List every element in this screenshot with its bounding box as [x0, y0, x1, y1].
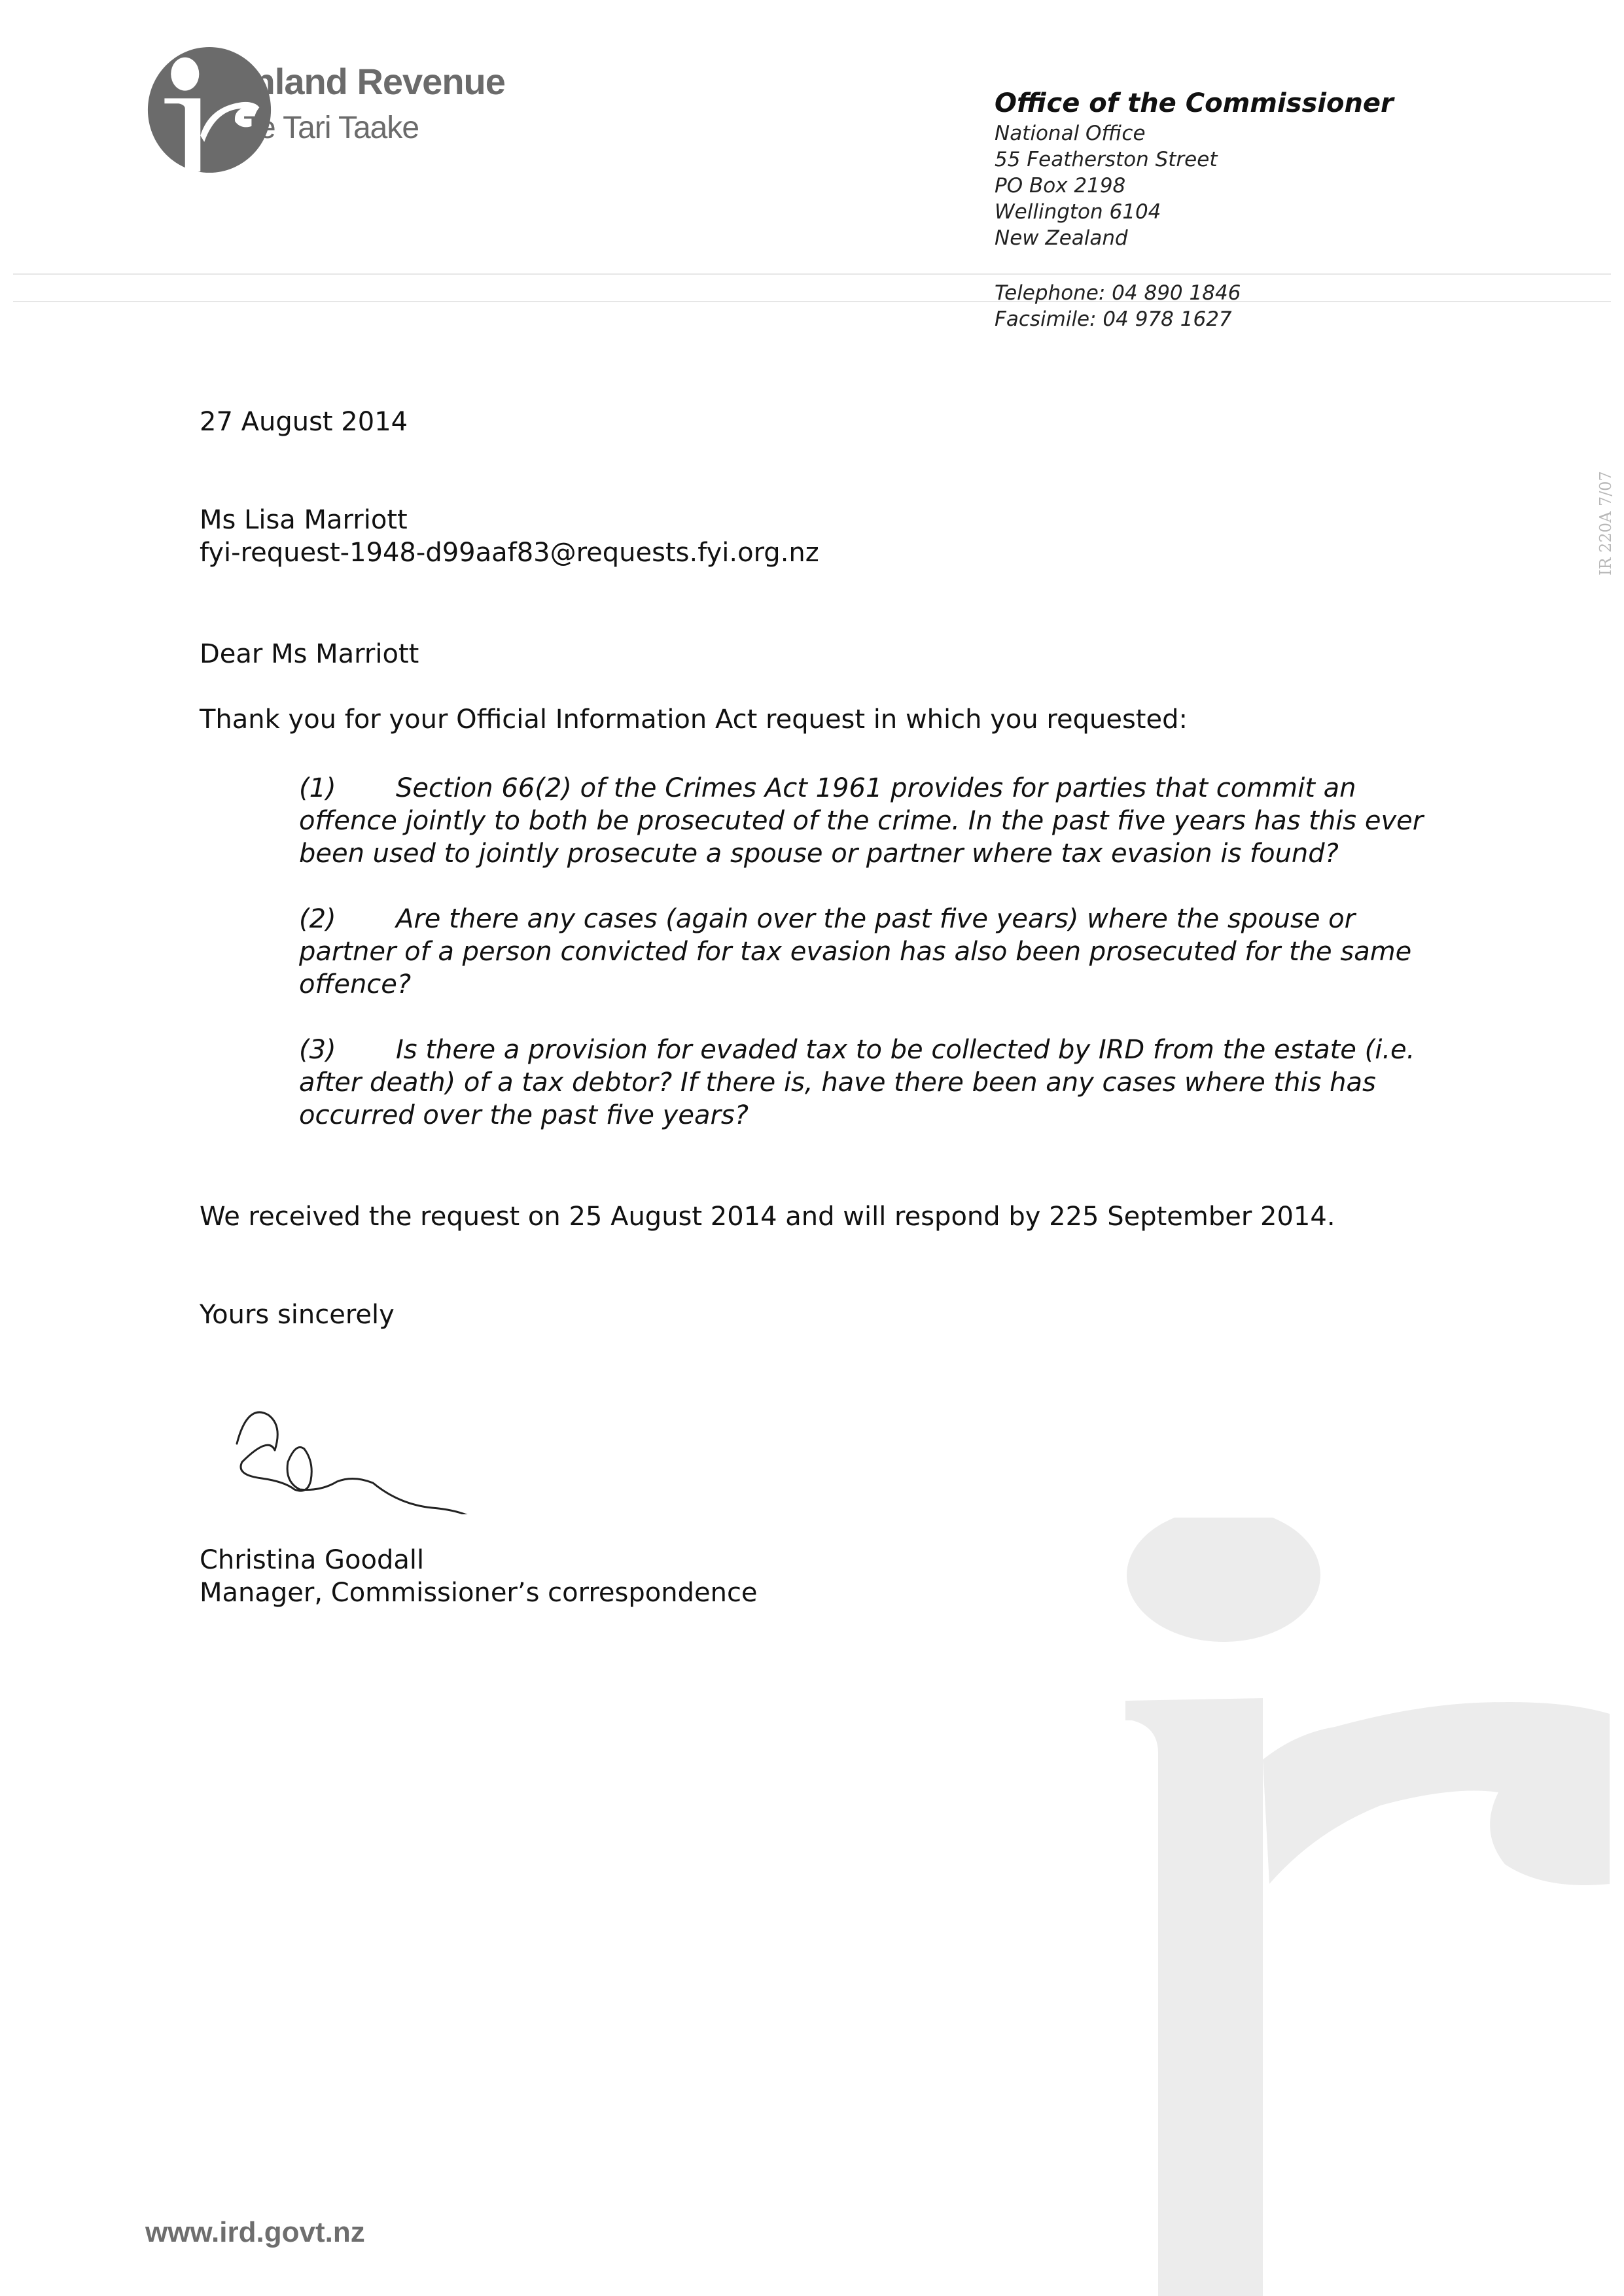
- form-code: IR 220A 7/07: [1597, 471, 1615, 576]
- website-url[interactable]: www.ird.govt.nz: [145, 2216, 365, 2248]
- office-address-line: PO Box 2198: [995, 174, 1126, 198]
- signer-title: Manager, Commissioner’s correspondence: [200, 1578, 758, 1608]
- recipient-name: Ms Lisa Marriott: [200, 505, 408, 535]
- office-address-line: New Zealand: [995, 226, 1128, 250]
- telephone: Telephone: 04 890 1846: [995, 281, 1241, 305]
- contact-block: [995, 280, 1241, 332]
- office-title: Office of the Commissioner: [995, 88, 1394, 118]
- request-text: Are there any cases (again over the past five years) where the spouse or partner of a person convicted for tax evasion has also been prosecuted for the same offence?: [299, 904, 1412, 1000]
- header-divider: [13, 301, 1611, 302]
- signer-name: Christina Goodall: [200, 1545, 425, 1575]
- header-divider: [13, 273, 1611, 275]
- letter-date: 27 August 2014: [200, 407, 408, 437]
- request-item: [299, 903, 1457, 1001]
- request-number: (3): [299, 1035, 336, 1065]
- facsimile: Facsimile: 04 978 1627: [995, 307, 1232, 331]
- recipient-email: fyi-request-1948-d99aaf83@requests.fyi.org.nz: [200, 538, 819, 568]
- recipient-block: [200, 504, 819, 569]
- request-number: (2): [299, 904, 336, 934]
- intro-paragraph: Thank you for your Official Information Act request in which you requested:: [200, 704, 1188, 735]
- signoff: Yours sincerely: [200, 1300, 395, 1330]
- brand-name: Inland Revenue: [243, 61, 505, 102]
- request-text: Is there a provision for evaded tax to be collected by IRD from the estate (i.e. after death) of a tax debtor? If there is, have there been any cases where this has occurred over the past five years?: [299, 1035, 1415, 1130]
- office-address-block: [995, 86, 1394, 251]
- request-list: [299, 772, 1457, 1164]
- closing-note: We received the request on 25 August 2014 and will respond by 225 September 2014.: [200, 1202, 1335, 1232]
- signature-icon: [222, 1397, 550, 1514]
- ir-watermark-icon: [1099, 1518, 1624, 2296]
- request-item: [299, 1034, 1457, 1132]
- request-number: (1): [299, 773, 336, 803]
- office-address-line: Wellington 6104: [995, 200, 1161, 224]
- office-address-line: National Office: [995, 122, 1146, 145]
- signer-block: [200, 1544, 758, 1609]
- brand-subtitle: Te Tari Taake: [243, 111, 419, 145]
- office-address-line: 55 Featherston Street: [995, 148, 1218, 171]
- salutation: Dear Ms Marriott: [200, 639, 419, 669]
- request-item: [299, 772, 1457, 870]
- request-text: Section 66(2) of the Crimes Act 1961 provides for parties that commit an offence jointly to both be prosecuted of the crime. In the past five years has this ever been used to jointly prosecute a spouse or partner where tax evasion is found?: [299, 773, 1424, 869]
